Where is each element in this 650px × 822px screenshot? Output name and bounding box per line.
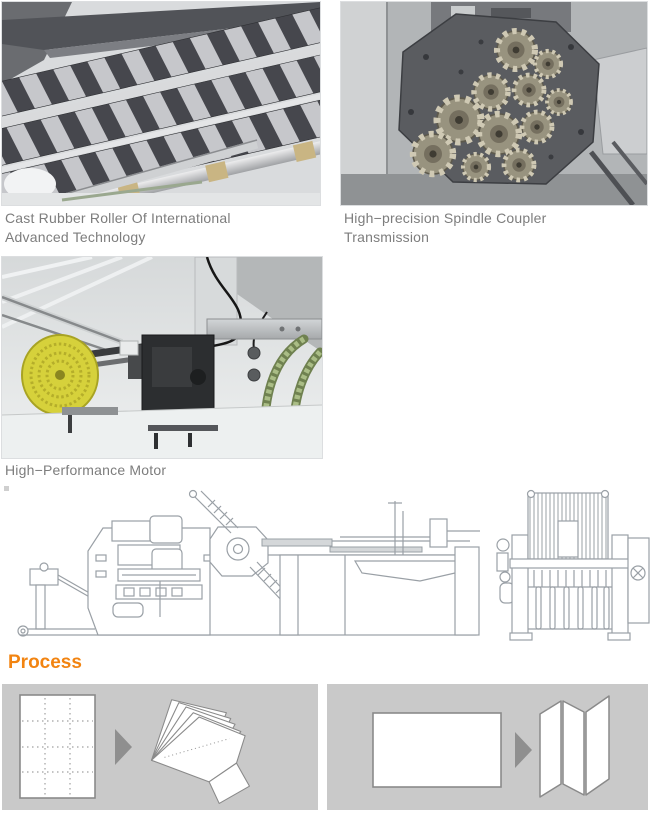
rollers-illustration	[2, 2, 320, 205]
zigzag-fold	[540, 696, 609, 797]
stray-mark	[4, 486, 9, 491]
photo-cast-rubber-rollers	[2, 2, 320, 205]
caption-line: Cast Rubber Roller Of International	[5, 210, 231, 226]
process-step-cross-fold	[2, 684, 318, 810]
side-view	[18, 491, 480, 637]
gears-illustration	[341, 2, 647, 205]
arrow-icon	[515, 732, 532, 768]
folding-machine-diagram	[0, 483, 650, 648]
process-step-accordion-fold	[327, 684, 648, 810]
motor-illustration	[2, 257, 322, 458]
lower-curtain	[534, 570, 606, 587]
end-view	[497, 491, 649, 641]
caption-line: Transmission	[344, 229, 430, 245]
accordion-fold-sketch	[327, 684, 648, 810]
caption-line: Advanced Technology	[5, 229, 146, 245]
process-heading: Process	[8, 652, 82, 673]
caption-high-performance-motor	[5, 461, 325, 480]
caption-cast-rubber-roller	[5, 209, 325, 247]
cross-fold-sketch	[2, 684, 318, 810]
photo-spindle-coupler-gears	[341, 2, 647, 205]
machine-line-drawing	[0, 483, 650, 648]
caption-spindle-coupler	[344, 209, 644, 247]
folded-booklet	[152, 700, 250, 804]
photo-high-performance-motor	[2, 257, 322, 458]
caption-line: High−Performance Motor	[5, 462, 167, 478]
caption-line: High−precision Spindle Coupler	[344, 210, 547, 226]
arrow-icon	[115, 729, 132, 765]
vertical-bars	[536, 587, 609, 629]
